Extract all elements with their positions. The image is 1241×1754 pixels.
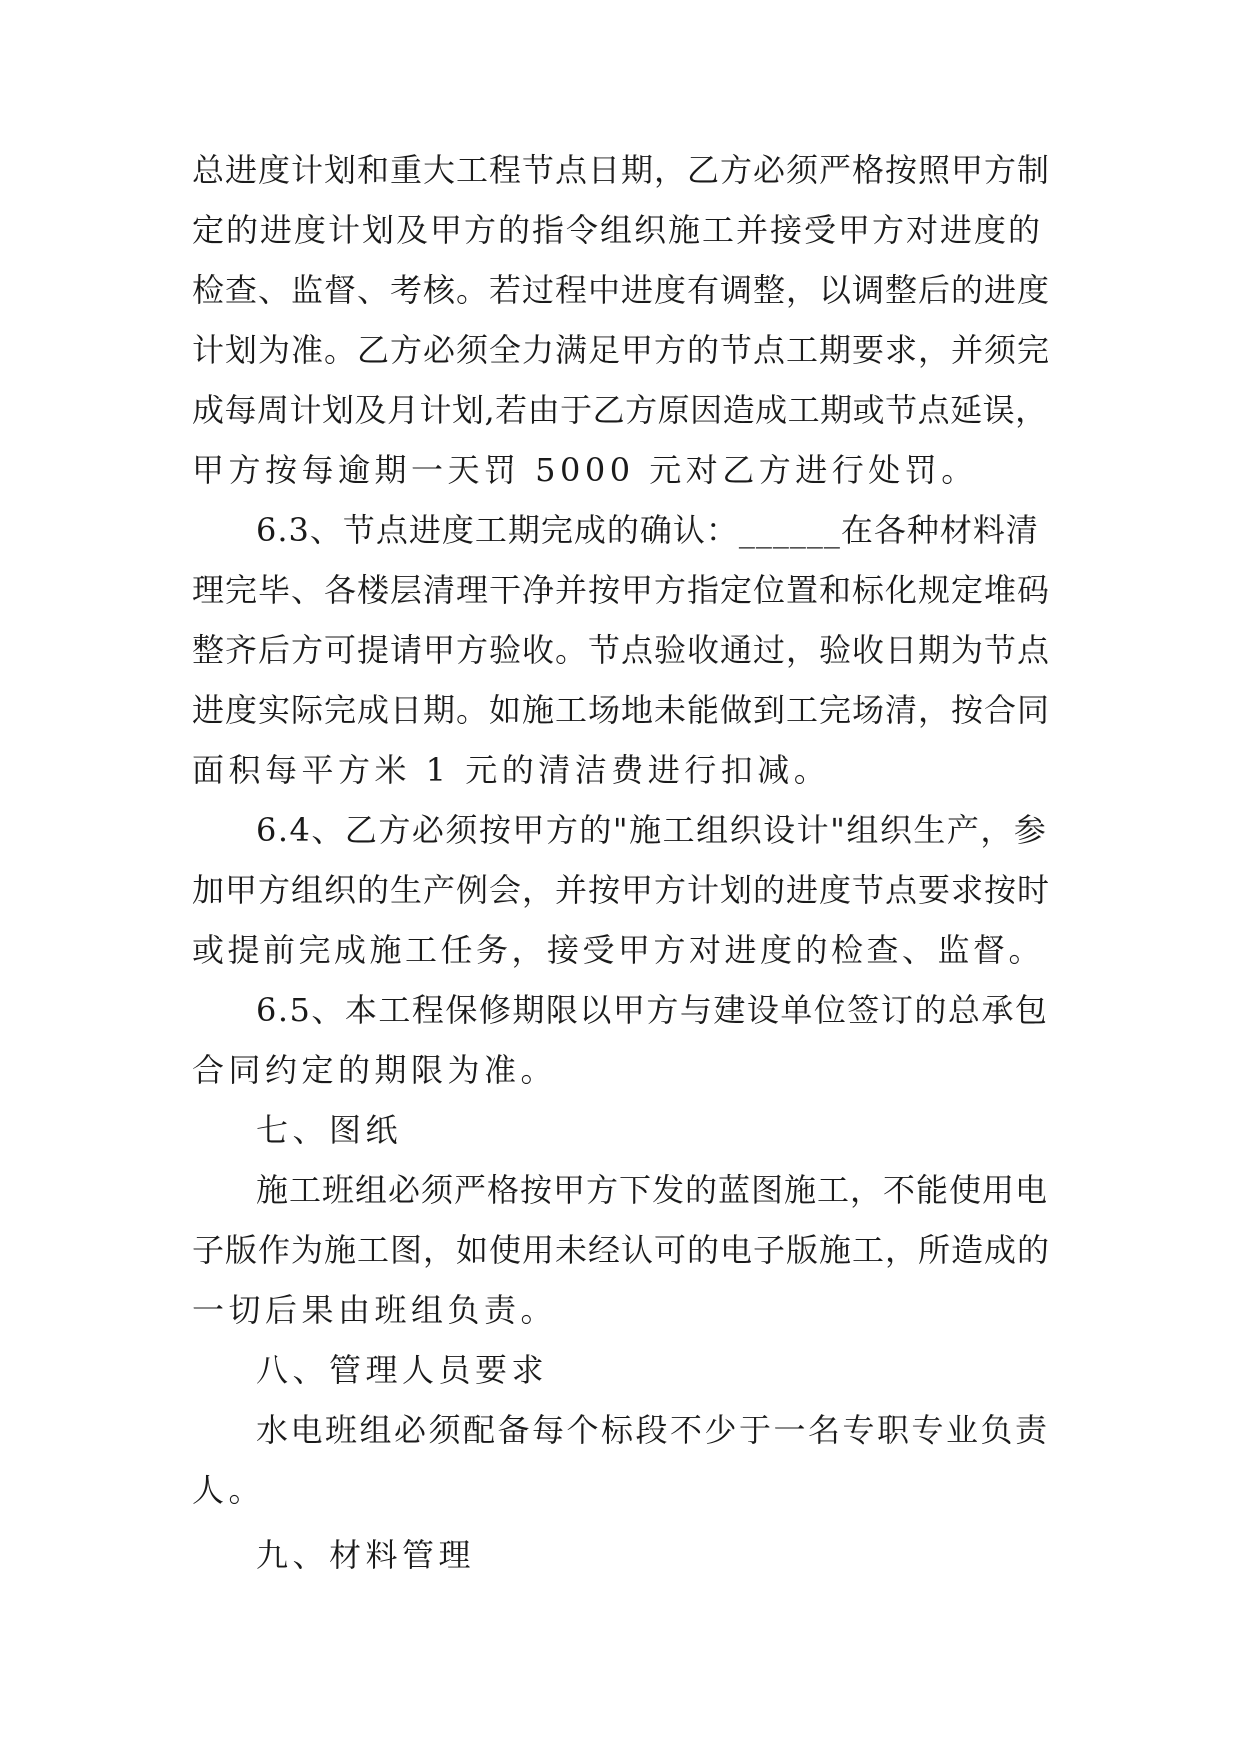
- text-line: 计划为准。乙方必须全力满足甲方的节点工期要求，并须完: [192, 331, 1051, 369]
- text-line: 或提前完成施工任务，接受甲方对进度的检查、监督。: [192, 931, 1045, 969]
- section-9-heading: 九、材料管理: [256, 1536, 476, 1574]
- text-line: 成每周计划及月计划,若由于乙方原因造成工期或节点延误，: [192, 391, 1048, 429]
- section-6-5-text: 6.5、本工程保修期限以甲方与建设单位签订的总承包: [256, 991, 1049, 1029]
- text-line: 总进度计划和重大工程节点日期，乙方必须严格按照甲方制: [192, 151, 1051, 189]
- section-6-3-text: 6.3、节点进度工期完成的确认：______在各种材料清: [256, 511, 1039, 549]
- text-line: 子版作为施工图，如使用未经认可的电子版施工，所造成的: [192, 1231, 1051, 1269]
- section-8-heading: 八、管理人员要求: [256, 1351, 549, 1389]
- section-7-heading: 七、图纸: [256, 1111, 403, 1149]
- text-line: 甲方按每逾期一天罚 5000 元对乙方进行处罚。: [192, 451, 978, 489]
- text-line: 整齐后方可提请甲方验收。节点验收通过，验收日期为节点: [192, 631, 1051, 669]
- section-6-4-text: 6.4、乙方必须按甲方的"施工组织设计"组织生产，参: [256, 811, 1048, 849]
- text-line: 理完毕、各楼层清理干净并按甲方指定位置和标化规定堆码: [192, 571, 1051, 609]
- text-line: 合同约定的期限为准。: [192, 1051, 558, 1089]
- section-8-text: 水电班组必须配备每个标段不少于一名专职专业负责: [256, 1411, 1050, 1449]
- section-7-text: 施工班组必须严格按甲方下发的蓝图施工，不能使用电: [256, 1171, 1049, 1209]
- text-line: 加甲方组织的生产例会，并按甲方计划的进度节点要求按时: [192, 871, 1051, 909]
- text-line: 检查、监督、考核。若过程中进度有调整，以调整后的进度: [192, 271, 1051, 309]
- text-line: 人。: [192, 1471, 266, 1509]
- text-line: 进度实际完成日期。如施工场地未能做到工完场清，按合同: [192, 691, 1051, 729]
- text-line: 一切后果由班组负责。: [192, 1291, 558, 1329]
- text-line: 面积每平方米 1 元的清洁费进行扣减。: [192, 751, 831, 789]
- text-line: 定的进度计划及甲方的指令组织施工并接受甲方对进度的: [192, 211, 1043, 249]
